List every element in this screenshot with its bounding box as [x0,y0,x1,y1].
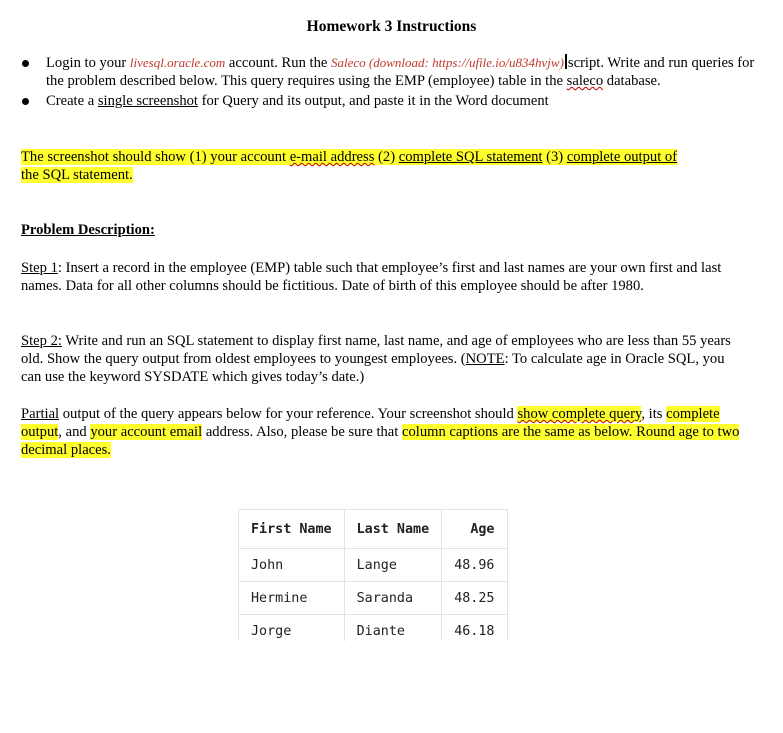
sample-output-table [238,509,508,648]
step-1: Step 1: Insert a record in the employee (EMP) table such that employee’s first and last names are your own first and last names. Data for all other columns should be fictitious. Date of birth of this employee should be after 1980. [21,260,722,294]
document-title: Homework 3 Instructions [306,18,477,35]
column-header-age: Age [442,510,507,549]
column-header-last-name: Last Name [344,510,442,549]
screenshot-requirements: The screenshot should show (1) your account e-mail address (2) complete SQL statement (3) complete output of the SQL statement. [21,149,678,183]
page-background [0,641,783,733]
instruction-list [22,54,762,112]
table-row: Hermine Saranda 48.25 [239,582,508,615]
column-header-first-name: First Name [239,510,345,549]
table-row: Jorge Diante 46.18 [239,615,508,648]
livesql-link[interactable]: livesql.oracle.com [129,55,226,70]
list-item: Create a single screenshot for Query and its output, and paste it in the Word document [22,92,762,110]
table-row: John Lange 48.96 [239,549,508,582]
bullet-icon [22,60,29,67]
step-2: Step 2: Write and run an SQL statement to display first name, last name, and age of employees who are less than 55 years old. Show the query output from oldest employees to youngest employees. (NOTE: To calculate age in Oracle SQL, you can use the keyword SYSDATE which gives today’s date.) [21,333,731,385]
text-cursor [565,54,567,69]
bullet-icon [22,98,29,105]
problem-heading: Problem Description: [21,222,155,238]
saleco-download-link[interactable]: Saleco (download: https://ufile.io/u834hvjw) [331,55,564,70]
partial-output-note: Partial output of the query appears below for your reference. Your screenshot should show complete query, its complete output, and your account email address. Also, please be sure that column captions are the same as below. Round age to two decimal places. [21,406,740,458]
list-item: Login to your livesql.oracle.com account. Run the Saleco (download: https://ufile.io/u834hvjw) script. Write and run queries for the problem described below. This query requires using the EMP (employee) table in the saleco database. [22,54,762,90]
table-header-row [239,510,508,549]
